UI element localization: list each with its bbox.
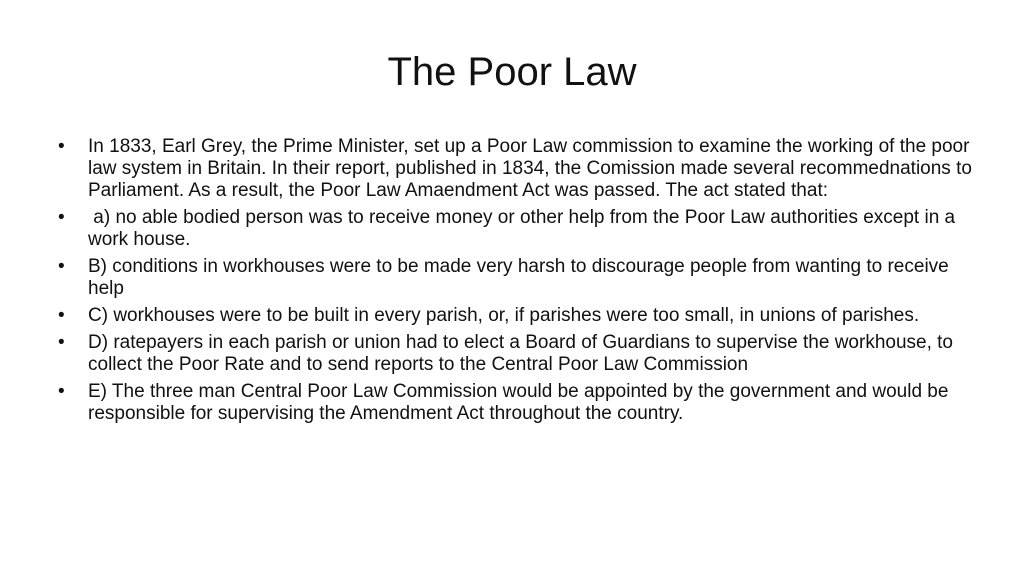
bullet-icon: • xyxy=(58,207,65,228)
bullet-icon: • xyxy=(58,256,65,277)
bullet-item xyxy=(56,305,986,327)
bullet-text: C) workhouses were to be built in every parish, or, if parishes were too small, in unions of parishes. xyxy=(88,305,920,326)
bullet-item xyxy=(56,381,986,425)
bullet-icon: • xyxy=(58,136,65,157)
bullet-icon: • xyxy=(58,381,65,402)
bullet-text: E) The three man Central Poor Law Commission would be appointed by the government and would be responsible for supervising the Amendment Act throughout the country. xyxy=(88,381,949,424)
bullet-item xyxy=(56,207,986,251)
bullet-text: a) no able bodied person was to receive money or other help from the Poor Law authorities except in a work house. xyxy=(88,207,961,250)
bullet-item xyxy=(56,256,986,300)
bullet-icon: • xyxy=(58,332,65,353)
bullet-text: B) conditions in workhouses were to be made very harsh to discourage people from wanting to receive help xyxy=(88,256,949,299)
bullet-icon: • xyxy=(58,305,65,326)
bullet-text: D) ratepayers in each parish or union had to elect a Board of Guardians to supervise the workhouse, to collect the Poor Rate and to send reports to the Central Poor Law Commission xyxy=(88,332,953,375)
bullet-list xyxy=(56,136,986,430)
slide-title: The Poor Law xyxy=(387,50,637,94)
bullet-item xyxy=(56,332,986,376)
bullet-text: In 1833, Earl Grey, the Prime Minister, set up a Poor Law commission to examine the working of the poor law system in Britain. In their report, published in 1834, the Comission made several recommednations to Parliament. As a result, the Poor Law Amaendment Act was passed. The act stated that: xyxy=(88,136,972,201)
bullet-item xyxy=(56,136,986,202)
